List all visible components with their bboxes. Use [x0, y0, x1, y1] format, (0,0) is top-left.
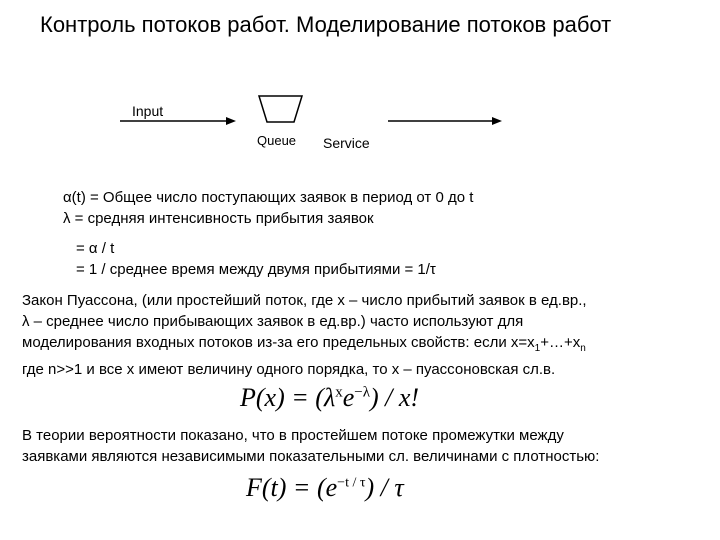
queue-label: Queue — [257, 133, 297, 148]
input-arrow-head — [226, 117, 236, 125]
lambda-equations — [76, 238, 436, 280]
lambda-definition: λ = средняя интенсивность прибытия заявок — [63, 210, 374, 227]
lambda-eq-tau: = 1 / среднее время между двумя прибытиями = 1/τ — [76, 261, 436, 278]
subscript-1: 1 — [534, 343, 541, 354]
service-label: Service — [323, 135, 370, 151]
formula1-e: e — [342, 383, 355, 412]
lambda-eq-alpha: = α / t — [76, 240, 115, 257]
density-formula — [246, 473, 404, 503]
formula2-exp: −t / τ — [337, 475, 366, 491]
formula2-right: ) / τ — [365, 473, 404, 502]
formula1-x-sup: x — [335, 384, 343, 401]
formula1-left: P(x) = ( — [240, 383, 324, 412]
formula2-left: F(t) = ( — [246, 473, 326, 502]
poisson-line-3 — [22, 332, 587, 359]
theory-paragraph — [22, 425, 599, 467]
slide-title: Контроль потоков работ. Моделирование потоков работ — [40, 12, 612, 37]
formula1-exp: −λ — [354, 384, 370, 401]
poisson-formula — [240, 383, 419, 413]
theory-line-2: заявками являются независимыми показательными сл. величинами с плотностью: — [22, 448, 600, 465]
formula2-e: e — [325, 473, 338, 502]
alpha-definition: α(t) = Общее число поступающих заявок в период от 0 до t — [63, 189, 474, 206]
formula1-right: ) / x! — [370, 383, 420, 412]
poisson-line-1: Закон Пуассона, (или простейший поток, где х – число прибытий заявок в ед.вр., — [22, 292, 587, 309]
formula1-lambda: λ — [323, 383, 336, 412]
poisson-paragraph — [22, 290, 587, 380]
poisson-line-3-text: моделирования входных потоков из-за его предельных свойств: если х=х — [22, 334, 535, 351]
subscript-n: n — [580, 343, 586, 354]
definitions-block — [63, 187, 473, 229]
poisson-line-2: λ – среднее число прибывающих заявок в ед.вр.) часто используют для — [22, 313, 524, 330]
poisson-line-3-mid: +…+х — [540, 334, 581, 351]
output-arrow-head — [492, 117, 502, 125]
poisson-line-4: где n>>1 и все х имеют величину одного порядка, то х – пуассоновская сл.в. — [22, 361, 556, 378]
queue-trapezoid-icon — [259, 96, 302, 122]
input-label: Input — [132, 103, 164, 119]
theory-line-1: В теории вероятности показано, что в простейшем потоке промежутки между — [22, 427, 564, 444]
